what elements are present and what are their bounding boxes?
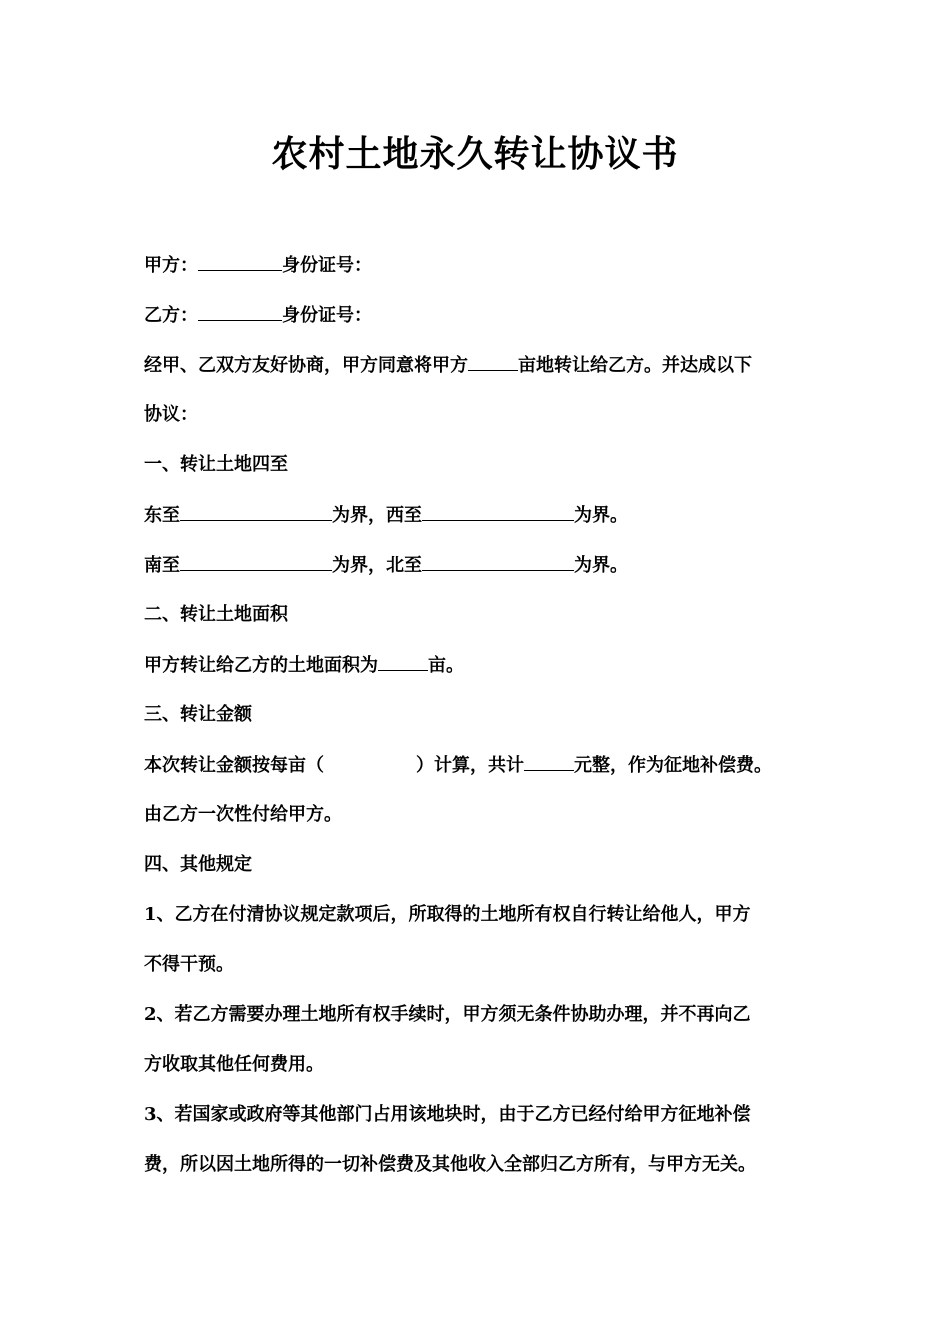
intro-text-a: 经甲、乙双方友好协商，甲方同意将甲方: [144, 355, 468, 376]
north-label: 北至: [386, 555, 422, 576]
transfer-mu-blank[interactable]: [468, 350, 518, 371]
price-text-a: 本次转让金额按每亩（: [144, 755, 324, 776]
party-b-line: [144, 300, 372, 331]
boundary-south-north: [144, 550, 628, 581]
boundary-mid-text: 为界，: [332, 555, 386, 576]
item-3-line-1: [144, 1100, 751, 1130]
area-line: [144, 650, 464, 681]
west-blank[interactable]: [422, 500, 574, 521]
item-1-text: 、乙方在付清协议规定款项后，所取得的土地所有权自行转让给他人，甲方: [156, 904, 751, 925]
intro-line-2: 协议：: [144, 404, 198, 425]
item-3-line-2: 费，所以因土地所得的一切补偿费及其他收入全部归乙方所有，与甲方无关。: [144, 1154, 756, 1175]
item-2-line-1: [144, 1000, 751, 1030]
party-a-name-blank[interactable]: [198, 250, 282, 271]
item-2-number: 2: [144, 1004, 157, 1025]
total-price-blank[interactable]: [524, 750, 574, 771]
intro-text-b: 亩地转让给乙方。并达成以下: [518, 355, 752, 376]
section-3-heading: 三、转让金额: [144, 704, 252, 725]
price-text-c: 元整，作为征地补偿费。: [574, 755, 772, 776]
item-1-number: 1: [144, 904, 157, 925]
party-b-name-blank[interactable]: [198, 300, 282, 321]
item-2-line-2: 方收取其他任何费用。: [144, 1054, 324, 1075]
item-1-line-2: 不得干预。: [144, 954, 234, 975]
boundary-end-text: 为界。: [574, 555, 628, 576]
section-2-heading: 二、转让土地面积: [144, 604, 288, 625]
boundary-end-text: 为界。: [574, 505, 628, 526]
party-a-label: 甲方：: [144, 255, 198, 276]
item-3-number: 3: [144, 1104, 157, 1125]
east-label: 东至: [144, 505, 180, 526]
boundary-mid-text: 为界，: [332, 505, 386, 526]
boundary-east-west: [144, 500, 628, 531]
item-1-line-1: [144, 900, 751, 930]
south-label: 南至: [144, 555, 180, 576]
item-2-text: 、若乙方需要办理土地所有权手续时，甲方须无条件协助办理，并不再向乙: [156, 1004, 751, 1025]
section-4-heading: 四、其他规定: [144, 854, 252, 875]
price-text-b: ）计算，共计: [416, 755, 524, 776]
area-text: 甲方转让给乙方的土地面积为: [144, 655, 378, 676]
party-a-line: [144, 250, 372, 281]
west-label: 西至: [386, 505, 422, 526]
price-line-2: 由乙方一次性付给甲方。: [144, 804, 342, 825]
intro-line-1: [144, 350, 752, 381]
price-line-1: [144, 750, 772, 781]
south-blank[interactable]: [180, 550, 332, 571]
east-blank[interactable]: [180, 500, 332, 521]
area-unit: 亩。: [428, 655, 464, 676]
document-title: 农村土地永久转让协议书: [271, 134, 679, 175]
party-b-label: 乙方：: [144, 305, 198, 326]
area-blank[interactable]: [378, 650, 428, 671]
section-1-heading: 一、转让土地四至: [144, 454, 288, 475]
north-blank[interactable]: [422, 550, 574, 571]
party-a-id-label: 身份证号：: [282, 255, 372, 276]
party-b-id-label: 身份证号：: [282, 305, 372, 326]
item-3-text: 、若国家或政府等其他部门占用该地块时，由于乙方已经付给甲方征地补偿: [156, 1104, 751, 1125]
